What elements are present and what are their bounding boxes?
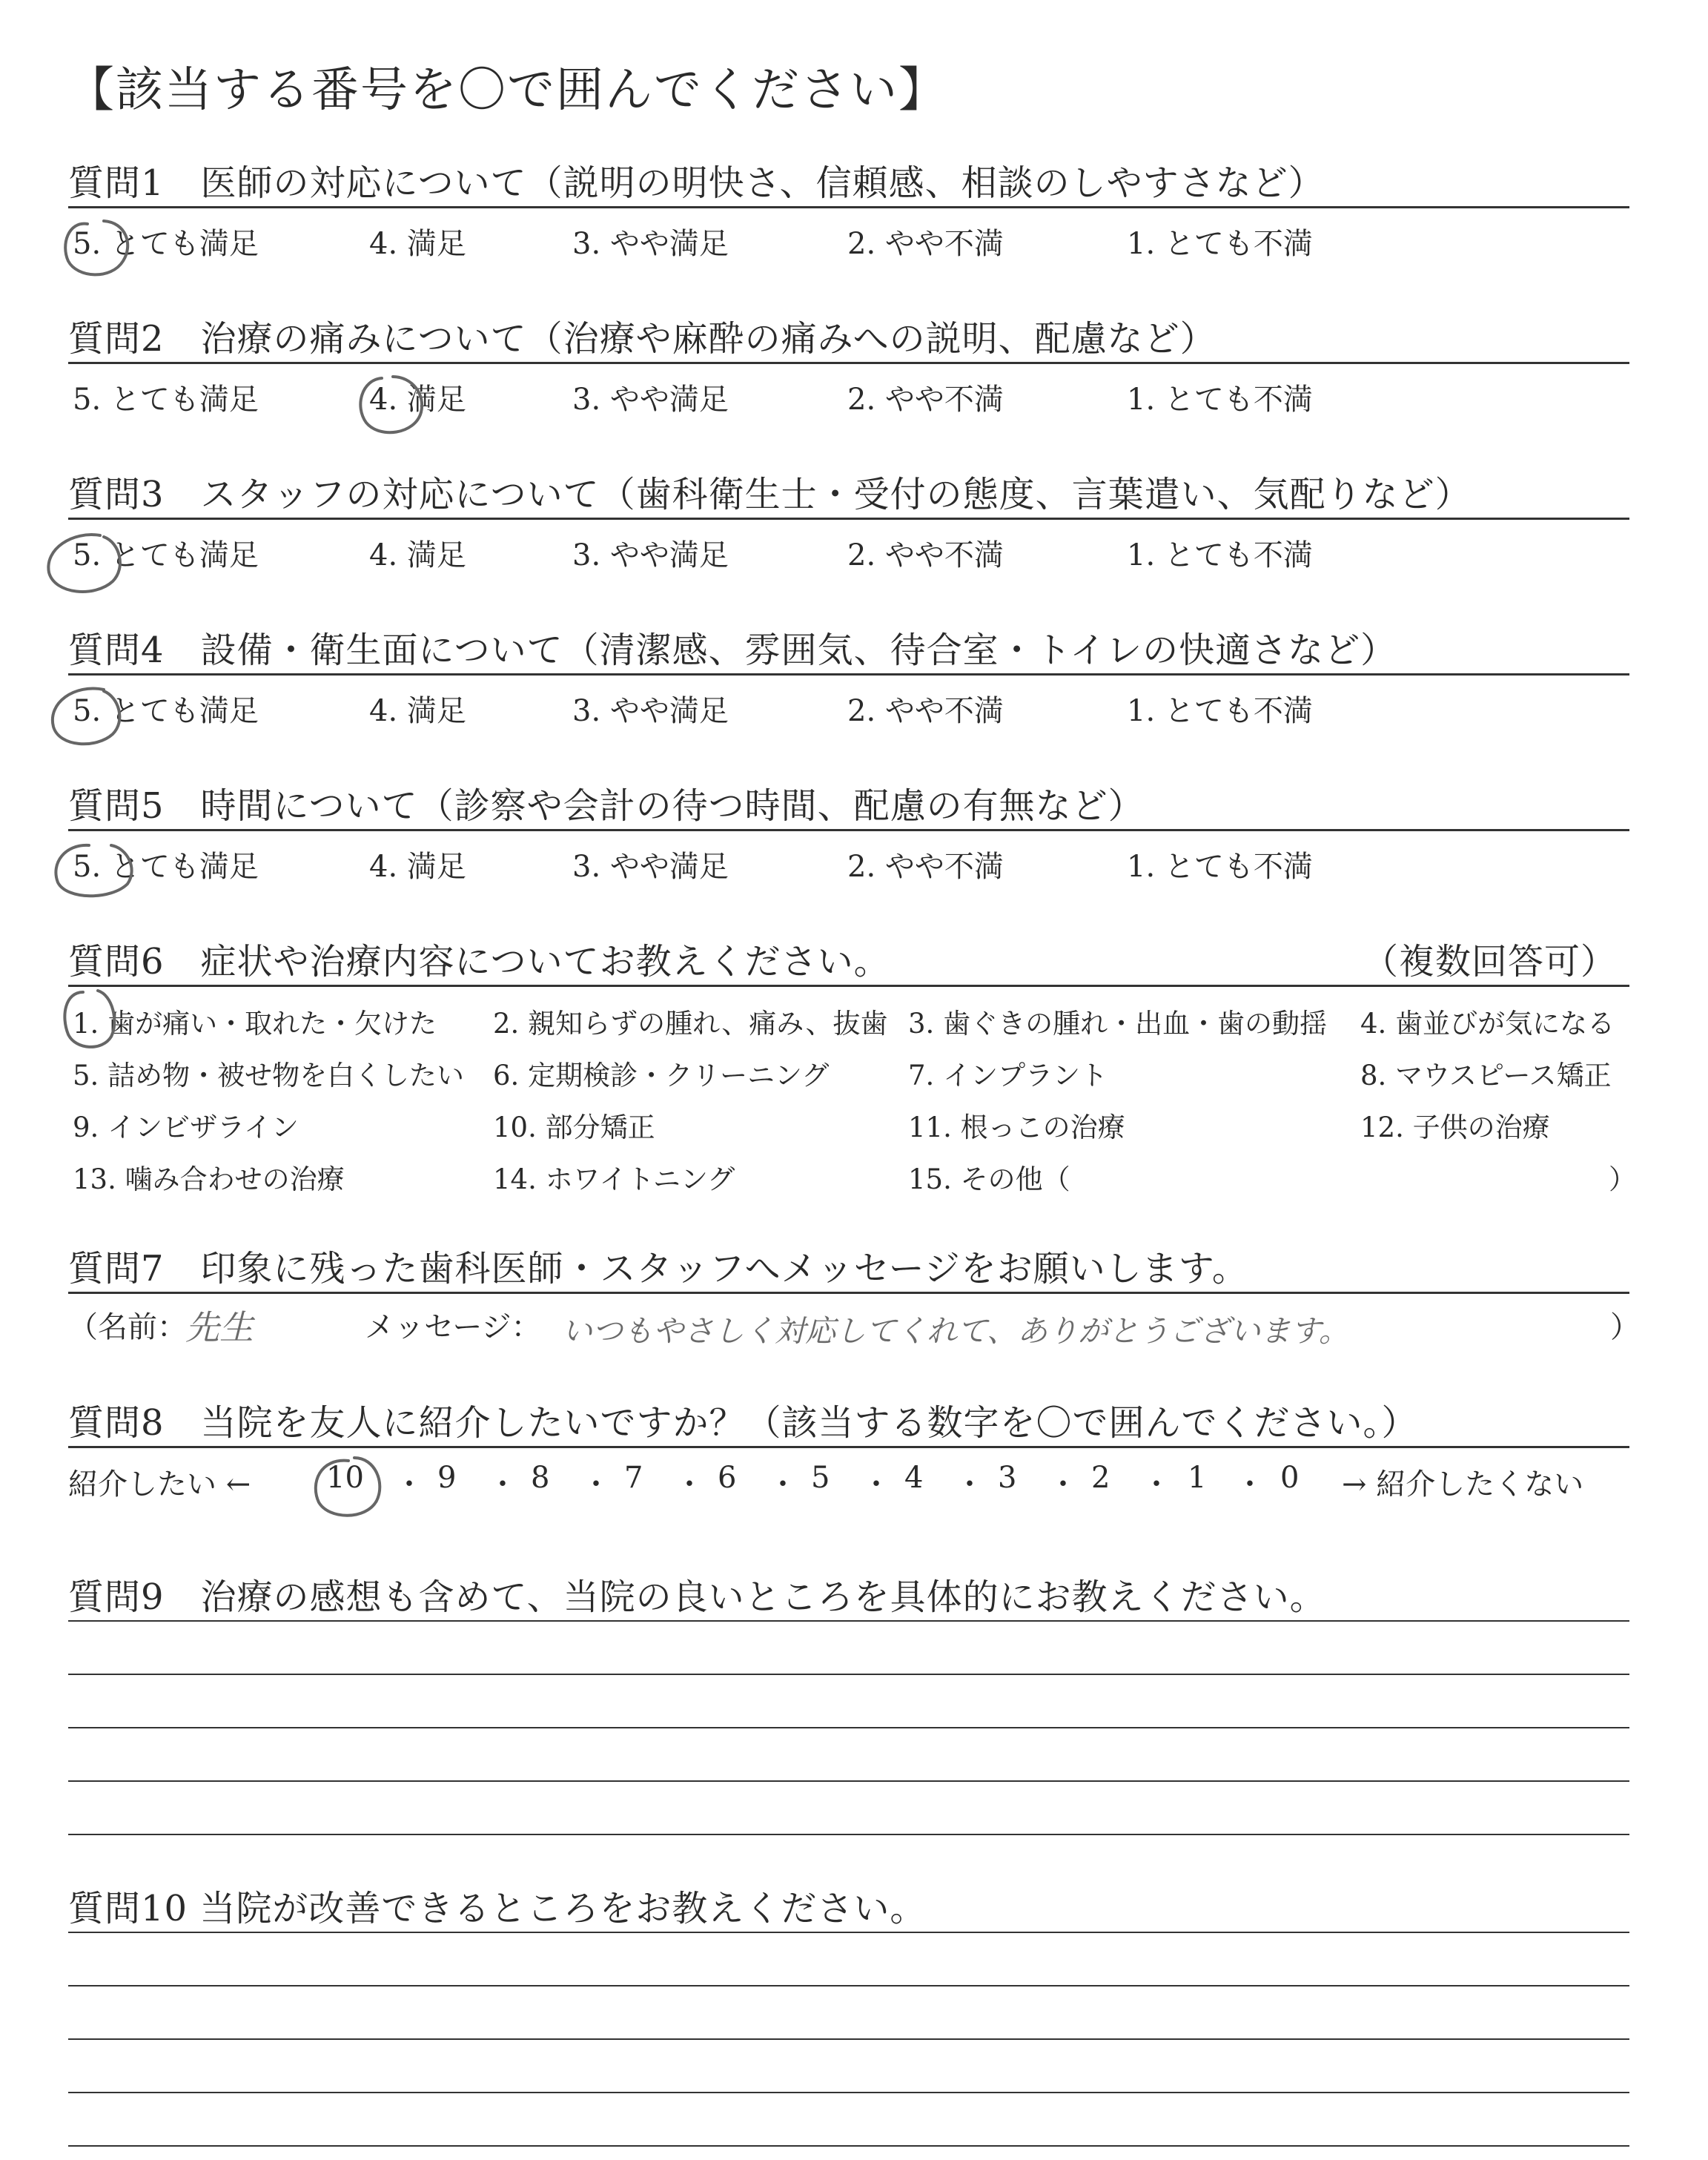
q4-option-2[interactable]: 2. やや不満 [847,694,1004,728]
q6-option-1[interactable]: 1. 歯が痛い・取れた・欠けた [73,1008,437,1040]
q4-option-1[interactable]: 1. とても不満 [1127,694,1313,728]
question-8-title: 質問8 当院を友人に紹介したいですか？（該当する数字を〇で囲んでください。） [68,1402,1418,1444]
question-7-title: 質問7 印象に残った歯科医師・スタッフへメッセージをお願いします。 [68,1248,1248,1289]
q2-option-2[interactable]: 2. やや不満 [847,383,1004,417]
q10-answer-line[interactable] [68,2038,1629,2040]
q4-option-4[interactable]: 4. 満足 [369,694,466,728]
q3-option-3[interactable]: 3. やや満足 [572,538,729,572]
q3-option-1[interactable]: 1. とても不満 [1127,538,1313,572]
q6-option-3[interactable]: 3. 歯ぐきの腫れ・出血・歯の動揺 [908,1008,1328,1040]
question-6-note: （複数回答可） [1363,941,1618,982]
q5-option-1[interactable]: 1. とても不満 [1127,850,1313,884]
q6-option-11[interactable]: 11. 根っこの治療 [908,1112,1125,1143]
question-5-divider [68,829,1629,831]
question-3-title: 質問3 スタッフの対応について（歯科衛生士・受付の態度、言葉遣い、気配りなど） [68,474,1472,515]
q8-scale-5[interactable]: 5 [811,1461,830,1495]
q2-option-4[interactable]: 4. 満足 [369,383,466,417]
q8-scale-6[interactable]: 6 [718,1461,737,1495]
question-9-title: 質問9 治療の感想も含めて、当院の良いところを具体的にお教えください。 [68,1576,1326,1618]
q5-option-2[interactable]: 2. やや不満 [847,850,1004,884]
q9-answer-line[interactable] [68,1834,1629,1835]
q8-dot: ・ [1235,1467,1265,1502]
q6-other-close-paren: ） [1609,1163,1636,1195]
q6-option-10[interactable]: 10. 部分矯正 [493,1112,655,1143]
q6-option-14[interactable]: 14. ホワイトニング [493,1163,735,1195]
q8-scale-0[interactable]: 0 [1280,1461,1300,1495]
q5-option-5[interactable]: 5. とても満足 [73,850,259,884]
q1-option-5[interactable]: 5. とても満足 [73,227,259,261]
q8-scale-1[interactable]: 1 [1188,1461,1207,1495]
question-6-title: 質問6 症状や治療内容についてお教えください。 [68,941,890,982]
q6-option-5[interactable]: 5. 詰め物・被せ物を白くしたい [73,1060,465,1091]
q8-dot: ・ [488,1467,517,1502]
q8-scale-8[interactable]: 8 [531,1461,550,1495]
q10-answer-line[interactable] [68,2092,1629,2093]
q10-answer-line[interactable] [68,2145,1629,2147]
q8-dot: ・ [768,1467,798,1502]
q1-option-1[interactable]: 1. とても不満 [1127,227,1313,261]
question-5-title: 質問5 時間について（診察や会計の待つ時間、配慮の有無など） [68,785,1145,827]
q7-name-label: （名前： [68,1310,187,1344]
q6-option-6[interactable]: 6. 定期検診・クリーニング [493,1060,830,1091]
q9-answer-line[interactable] [68,1620,1629,1622]
q2-option-1[interactable]: 1. とても不満 [1127,383,1313,417]
q9-answer-line[interactable] [68,1674,1629,1675]
q5-option-3[interactable]: 3. やや満足 [572,850,729,884]
question-7-divider [68,1292,1629,1294]
question-1-title: 質問1 医師の対応について（説明の明快さ、信頼感、相談のしやすさなど） [68,162,1325,204]
form-header: 【該当する番号を〇で囲んでください】 [67,63,947,118]
q8-dot: ・ [1048,1467,1078,1502]
q6-option-7[interactable]: 7. インプラント [908,1060,1108,1091]
q8-dot: ・ [394,1467,424,1502]
q1-option-4[interactable]: 4. 満足 [369,227,466,261]
q6-option-4[interactable]: 4. 歯並びが気になる [1360,1008,1615,1040]
q8-dot: ・ [581,1467,611,1502]
q1-option-3[interactable]: 3. やや満足 [572,227,729,261]
q8-left-label: 紹介したい ← [68,1467,251,1502]
q8-scale-3[interactable]: 3 [998,1461,1017,1495]
question-4-title: 質問4 設備・衛生面について（清潔感、雰囲気、待合室・トイレの快適さなど） [68,630,1397,671]
q8-scale-4[interactable]: 4 [904,1461,924,1495]
q6-option-8[interactable]: 8. マウスピース矯正 [1360,1060,1612,1091]
q8-dot: ・ [675,1467,704,1502]
q9-answer-line[interactable] [68,1780,1629,1782]
question-1-divider [68,206,1629,208]
q8-scale-9[interactable]: 9 [437,1461,457,1495]
q6-option-2[interactable]: 2. 親知らずの腫れ、痛み、抜歯 [493,1008,888,1040]
q3-option-5[interactable]: 5. とても満足 [73,538,259,572]
q3-option-2[interactable]: 2. やや不満 [847,538,1004,572]
q4-option-3[interactable]: 3. やや満足 [572,694,729,728]
q6-option-15[interactable]: 15. その他（ [908,1163,1070,1195]
q6-option-13[interactable]: 13. 噛み合わせの治療 [73,1163,345,1195]
q6-option-9[interactable]: 9. インビザライン [73,1112,299,1143]
q8-scale-2[interactable]: 2 [1091,1461,1110,1495]
question-3-divider [68,518,1629,520]
q4-option-5[interactable]: 5. とても満足 [73,694,259,728]
q8-right-label: → 紹介したくない [1342,1467,1584,1502]
q8-dot: ・ [861,1467,891,1502]
q8-dot: ・ [955,1467,984,1502]
question-6-divider [68,985,1629,987]
q7-name-value[interactable]: 先生 [185,1307,254,1347]
q2-option-3[interactable]: 3. やや満足 [572,383,729,417]
q7-message-value[interactable]: いつもやさしく対応してくれて、ありがとうございます。 [562,1313,1349,1349]
q1-option-2[interactable]: 2. やや不満 [847,227,1004,261]
q7-close-paren: ） [1610,1310,1640,1344]
question-10-title: 質問10 当院が改善できるところをお教えください。 [68,1888,927,1929]
question-4-divider [68,673,1629,676]
question-8-divider [68,1446,1629,1448]
q8-scale-10[interactable]: 10 [326,1461,364,1495]
q2-option-5[interactable]: 5. とても満足 [73,383,259,417]
q3-option-4[interactable]: 4. 満足 [369,538,466,572]
q6-option-12[interactable]: 12. 子供の治療 [1360,1112,1550,1143]
q10-answer-line[interactable] [68,1985,1629,1986]
q9-answer-line[interactable] [68,1727,1629,1728]
question-2-title: 質問2 治療の痛みについて（治療や麻酔の痛みへの説明、配慮など） [68,318,1217,360]
q8-scale-7[interactable]: 7 [624,1461,643,1495]
q10-answer-line[interactable] [68,1932,1629,1933]
q7-message-label: メッセージ： [365,1310,541,1344]
question-2-divider [68,362,1629,364]
q5-option-4[interactable]: 4. 満足 [369,850,466,884]
q8-dot: ・ [1142,1467,1171,1502]
